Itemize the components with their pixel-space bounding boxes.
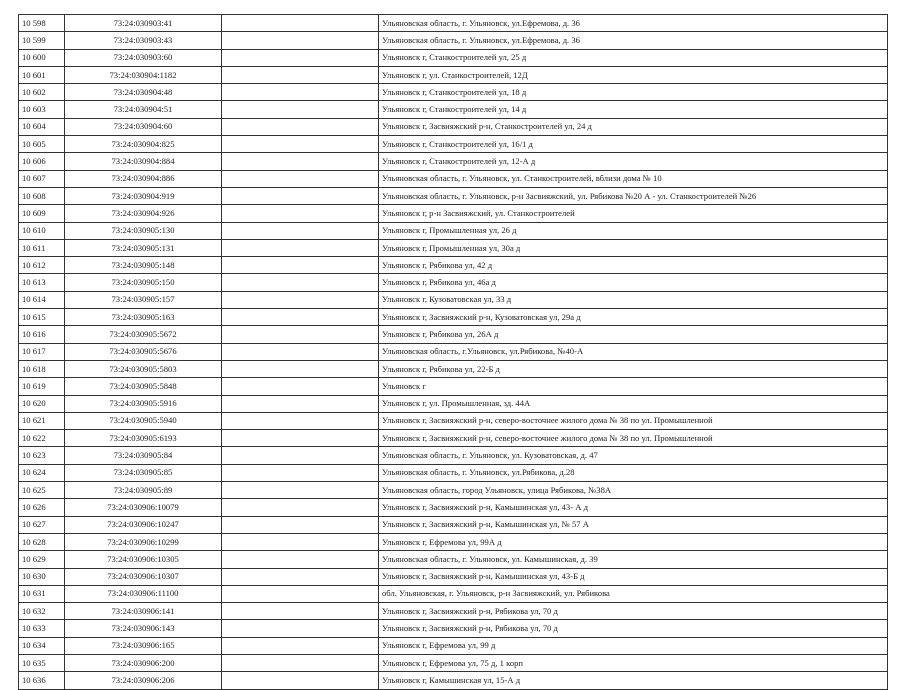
address-cell: Ульяновск г, Засвияжский р-н, Камышинская ул, 43-Б д	[379, 568, 888, 585]
row-number-cell: 10 630	[19, 568, 65, 585]
empty-cell	[222, 326, 379, 343]
row-number-cell: 10 612	[19, 257, 65, 274]
table-row	[19, 170, 888, 187]
empty-cell	[222, 464, 379, 481]
empty-cell	[222, 516, 379, 533]
cadastral-number-cell: 73:24:030904:919	[65, 187, 222, 204]
row-number-cell: 10 629	[19, 551, 65, 568]
address-cell: Ульяновск г, Промышленная ул, 30а д	[379, 239, 888, 256]
table-row	[19, 153, 888, 170]
address-cell: Ульяновск г	[379, 378, 888, 395]
row-number-cell: 10 608	[19, 187, 65, 204]
row-number-cell: 10 617	[19, 343, 65, 360]
empty-cell	[222, 430, 379, 447]
table-row	[19, 568, 888, 585]
table-row	[19, 205, 888, 222]
cadastral-number-cell: 73:24:030905:148	[65, 257, 222, 274]
address-cell: Ульяновск г, Станкостроителей ул, 14 д	[379, 101, 888, 118]
address-cell: Ульяновск г, ул. Станкостроителей, 12Д	[379, 66, 888, 83]
table-row	[19, 222, 888, 239]
table-row	[19, 482, 888, 499]
empty-cell	[222, 291, 379, 308]
row-number-cell: 10 625	[19, 482, 65, 499]
table-row	[19, 101, 888, 118]
table-row	[19, 32, 888, 49]
table-row	[19, 239, 888, 256]
address-cell: Ульяновская область, г.Ульяновск, ул.Рябикова, №40-А	[379, 343, 888, 360]
cadastral-number-cell: 73:24:030905:6193	[65, 430, 222, 447]
address-cell: Ульяновск г, Кузоватовская ул, 33 д	[379, 291, 888, 308]
cadastral-number-cell: 73:24:030905:5803	[65, 360, 222, 377]
empty-cell	[222, 533, 379, 550]
cadastral-number-cell: 73:24:030905:130	[65, 222, 222, 239]
address-cell: Ульяновск г, Промышленная ул, 26 д	[379, 222, 888, 239]
table-row	[19, 395, 888, 412]
cadastral-number-cell: 73:24:030906:10247	[65, 516, 222, 533]
empty-cell	[222, 205, 379, 222]
cadastral-number-cell: 73:24:030906:200	[65, 654, 222, 671]
address-cell: Ульяновск г, Засвияжский р-н, Камышинская ул, № 57 А	[379, 516, 888, 533]
cadastral-number-cell: 73:24:030906:143	[65, 620, 222, 637]
cadastral-number-cell: 73:24:030904:886	[65, 170, 222, 187]
table-row	[19, 343, 888, 360]
table-row	[19, 257, 888, 274]
cadastral-number-cell: 73:24:030905:131	[65, 239, 222, 256]
cadastral-number-cell: 73:24:030905:85	[65, 464, 222, 481]
empty-cell	[222, 378, 379, 395]
address-cell: Ульяновская область, г. Ульяновск, ул. Камышинская, д. 39	[379, 551, 888, 568]
row-number-cell: 10 598	[19, 15, 65, 32]
cadastral-number-cell: 73:24:030906:10305	[65, 551, 222, 568]
row-number-cell: 10 599	[19, 32, 65, 49]
table-row	[19, 309, 888, 326]
table-row	[19, 326, 888, 343]
empty-cell	[222, 672, 379, 689]
empty-cell	[222, 447, 379, 464]
cadastral-number-cell: 73:24:030903:43	[65, 32, 222, 49]
cadastral-number-cell: 73:24:030905:5848	[65, 378, 222, 395]
cadastral-number-cell: 73:24:030906:11100	[65, 585, 222, 602]
cadastral-number-cell: 73:24:030905:5676	[65, 343, 222, 360]
row-number-cell: 10 624	[19, 464, 65, 481]
cadastral-number-cell: 73:24:030906:165	[65, 637, 222, 654]
cadastral-number-cell: 73:24:030904:60	[65, 118, 222, 135]
cadastral-number-cell: 73:24:030906:141	[65, 603, 222, 620]
empty-cell	[222, 603, 379, 620]
row-number-cell: 10 635	[19, 654, 65, 671]
empty-cell	[222, 222, 379, 239]
row-number-cell: 10 633	[19, 620, 65, 637]
address-cell: Ульяновск г, Камышинская ул, 15-А д	[379, 672, 888, 689]
table-row	[19, 187, 888, 204]
empty-cell	[222, 568, 379, 585]
empty-cell	[222, 585, 379, 602]
address-cell: Ульяновск г, Засвияжский р-н, Кузоватовская ул, 29а д	[379, 309, 888, 326]
row-number-cell: 10 603	[19, 101, 65, 118]
table-row	[19, 516, 888, 533]
row-number-cell: 10 606	[19, 153, 65, 170]
table-row	[19, 15, 888, 32]
empty-cell	[222, 360, 379, 377]
table-row	[19, 447, 888, 464]
row-number-cell: 10 618	[19, 360, 65, 377]
address-cell: Ульяновская область, г. Ульяновск, ул.Ефремова, д. 36	[379, 32, 888, 49]
address-cell: Ульяновская область, г. Ульяновск, ул.Рябикова, д.28	[379, 464, 888, 481]
empty-cell	[222, 309, 379, 326]
empty-cell	[222, 412, 379, 429]
table-row	[19, 499, 888, 516]
empty-cell	[222, 654, 379, 671]
table-row	[19, 585, 888, 602]
empty-cell	[222, 118, 379, 135]
table-row	[19, 49, 888, 66]
cadastral-number-cell: 73:24:030905:163	[65, 309, 222, 326]
address-cell: Ульяновск г, Рябикова ул, 42 д	[379, 257, 888, 274]
cadastral-number-cell: 73:24:030905:5940	[65, 412, 222, 429]
address-cell: Ульяновск г, Станкостроителей ул, 25 д	[379, 49, 888, 66]
table-row	[19, 291, 888, 308]
address-cell: Ульяновск г, Засвияжский р-н, северо-восточнее жилого дома № 38 по ул. Промышленной	[379, 430, 888, 447]
cadastral-number-cell: 73:24:030905:5916	[65, 395, 222, 412]
row-number-cell: 10 631	[19, 585, 65, 602]
row-number-cell: 10 632	[19, 603, 65, 620]
row-number-cell: 10 602	[19, 84, 65, 101]
row-number-cell: 10 615	[19, 309, 65, 326]
empty-cell	[222, 551, 379, 568]
address-cell: Ульяновск г, Рябикова ул, 46а д	[379, 274, 888, 291]
cadastral-number-cell: 73:24:030906:10299	[65, 533, 222, 550]
registry-table-body	[19, 15, 888, 690]
address-cell: Ульяновск г, Станкостроителей ул, 18 д	[379, 84, 888, 101]
table-row	[19, 136, 888, 153]
empty-cell	[222, 84, 379, 101]
row-number-cell: 10 616	[19, 326, 65, 343]
cadastral-number-cell: 73:24:030905:157	[65, 291, 222, 308]
table-row	[19, 551, 888, 568]
table-row	[19, 378, 888, 395]
cadastral-number-cell: 73:24:030905:89	[65, 482, 222, 499]
empty-cell	[222, 482, 379, 499]
table-row	[19, 360, 888, 377]
row-number-cell: 10 613	[19, 274, 65, 291]
cadastral-number-cell: 73:24:030905:84	[65, 447, 222, 464]
row-number-cell: 10 627	[19, 516, 65, 533]
cadastral-number-cell: 73:24:030906:10079	[65, 499, 222, 516]
row-number-cell: 10 607	[19, 170, 65, 187]
empty-cell	[222, 49, 379, 66]
address-cell: Ульяновская область, г. Ульяновск, р-н Засвияжский, ул. Рябикова №20 А - ул. Станкостроителей №26	[379, 187, 888, 204]
cadastral-number-cell: 73:24:030905:5672	[65, 326, 222, 343]
address-cell: Ульяновская область, г. Ульяновск, ул.Ефремова, д. 36	[379, 15, 888, 32]
table-row	[19, 603, 888, 620]
empty-cell	[222, 499, 379, 516]
empty-cell	[222, 101, 379, 118]
table-row	[19, 654, 888, 671]
table-row	[19, 464, 888, 481]
address-cell: Ульяновск г, Рябикова ул, 22-Б д	[379, 360, 888, 377]
address-cell: Ульяновск г, Рябикова ул, 26А д	[379, 326, 888, 343]
address-cell: Ульяновск г, Засвияжский р-н, Станкостроителей ул, 24 д	[379, 118, 888, 135]
address-cell: обл. Ульяновская, г. Ульяновск, р-н Засвияжский, ул. Рябикова	[379, 585, 888, 602]
empty-cell	[222, 170, 379, 187]
cadastral-number-cell: 73:24:030904:51	[65, 101, 222, 118]
cadastral-number-cell: 73:24:030904:48	[65, 84, 222, 101]
row-number-cell: 10 601	[19, 66, 65, 83]
table-row	[19, 620, 888, 637]
empty-cell	[222, 239, 379, 256]
empty-cell	[222, 136, 379, 153]
row-number-cell: 10 636	[19, 672, 65, 689]
row-number-cell: 10 604	[19, 118, 65, 135]
cadastral-number-cell: 73:24:030903:41	[65, 15, 222, 32]
address-cell: Ульяновск г, р-н Засвияжский, ул. Станкостроителей	[379, 205, 888, 222]
row-number-cell: 10 609	[19, 205, 65, 222]
address-cell: Ульяновск г, Ефремова ул, 75 д, 1 корп	[379, 654, 888, 671]
row-number-cell: 10 623	[19, 447, 65, 464]
table-row	[19, 412, 888, 429]
table-row	[19, 66, 888, 83]
address-cell: Ульяновская область, г. Ульяновск, ул. Кузоватовская, д. 47	[379, 447, 888, 464]
empty-cell	[222, 343, 379, 360]
empty-cell	[222, 66, 379, 83]
empty-cell	[222, 257, 379, 274]
registry-sheet	[18, 14, 887, 690]
row-number-cell: 10 614	[19, 291, 65, 308]
address-cell: Ульяновск г, ул. Промышленная, зд. 44А	[379, 395, 888, 412]
cadastral-number-cell: 73:24:030904:884	[65, 153, 222, 170]
row-number-cell: 10 611	[19, 239, 65, 256]
cadastral-number-cell: 73:24:030904:1182	[65, 66, 222, 83]
cadastral-number-cell: 73:24:030906:206	[65, 672, 222, 689]
address-cell: Ульяновск г, Засвияжский р-н, Рябикова ул, 70 д	[379, 620, 888, 637]
cadastral-number-cell: 73:24:030906:10307	[65, 568, 222, 585]
row-number-cell: 10 600	[19, 49, 65, 66]
address-cell: Ульяновск г, Засвияжский р-н, северо-восточнее жилого дома № 38 по ул. Промышленной	[379, 412, 888, 429]
empty-cell	[222, 32, 379, 49]
empty-cell	[222, 620, 379, 637]
cadastral-number-cell: 73:24:030904:825	[65, 136, 222, 153]
address-cell: Ульяновск г, Станкостроителей ул, 12-А д	[379, 153, 888, 170]
row-number-cell: 10 620	[19, 395, 65, 412]
empty-cell	[222, 274, 379, 291]
table-row	[19, 672, 888, 689]
address-cell: Ульяновск г, Ефремова ул, 99А д	[379, 533, 888, 550]
cadastral-number-cell: 73:24:030903:60	[65, 49, 222, 66]
row-number-cell: 10 634	[19, 637, 65, 654]
empty-cell	[222, 15, 379, 32]
registry-table	[18, 14, 888, 690]
address-cell: Ульяновская область, город Ульяновск, улица Рябикова, №38А	[379, 482, 888, 499]
address-cell: Ульяновск г, Станкостроителей ул, 16/1 д	[379, 136, 888, 153]
table-row	[19, 533, 888, 550]
cadastral-number-cell: 73:24:030904:926	[65, 205, 222, 222]
table-row	[19, 274, 888, 291]
table-row	[19, 430, 888, 447]
cadastral-number-cell: 73:24:030905:150	[65, 274, 222, 291]
row-number-cell: 10 628	[19, 533, 65, 550]
address-cell: Ульяновск г, Засвияжский р-н, Камышинская ул, 43- А д	[379, 499, 888, 516]
row-number-cell: 10 621	[19, 412, 65, 429]
empty-cell	[222, 187, 379, 204]
table-row	[19, 84, 888, 101]
empty-cell	[222, 153, 379, 170]
row-number-cell: 10 605	[19, 136, 65, 153]
address-cell: Ульяновск г, Ефремова ул, 99 д	[379, 637, 888, 654]
table-row	[19, 118, 888, 135]
empty-cell	[222, 395, 379, 412]
row-number-cell: 10 626	[19, 499, 65, 516]
address-cell: Ульяновская область, г. Ульяновск, ул. Станкостроителей, вблизи дома № 10	[379, 170, 888, 187]
row-number-cell: 10 610	[19, 222, 65, 239]
address-cell: Ульяновск г, Засвияжский р-н, Рябикова ул, 70 д	[379, 603, 888, 620]
row-number-cell: 10 622	[19, 430, 65, 447]
row-number-cell: 10 619	[19, 378, 65, 395]
